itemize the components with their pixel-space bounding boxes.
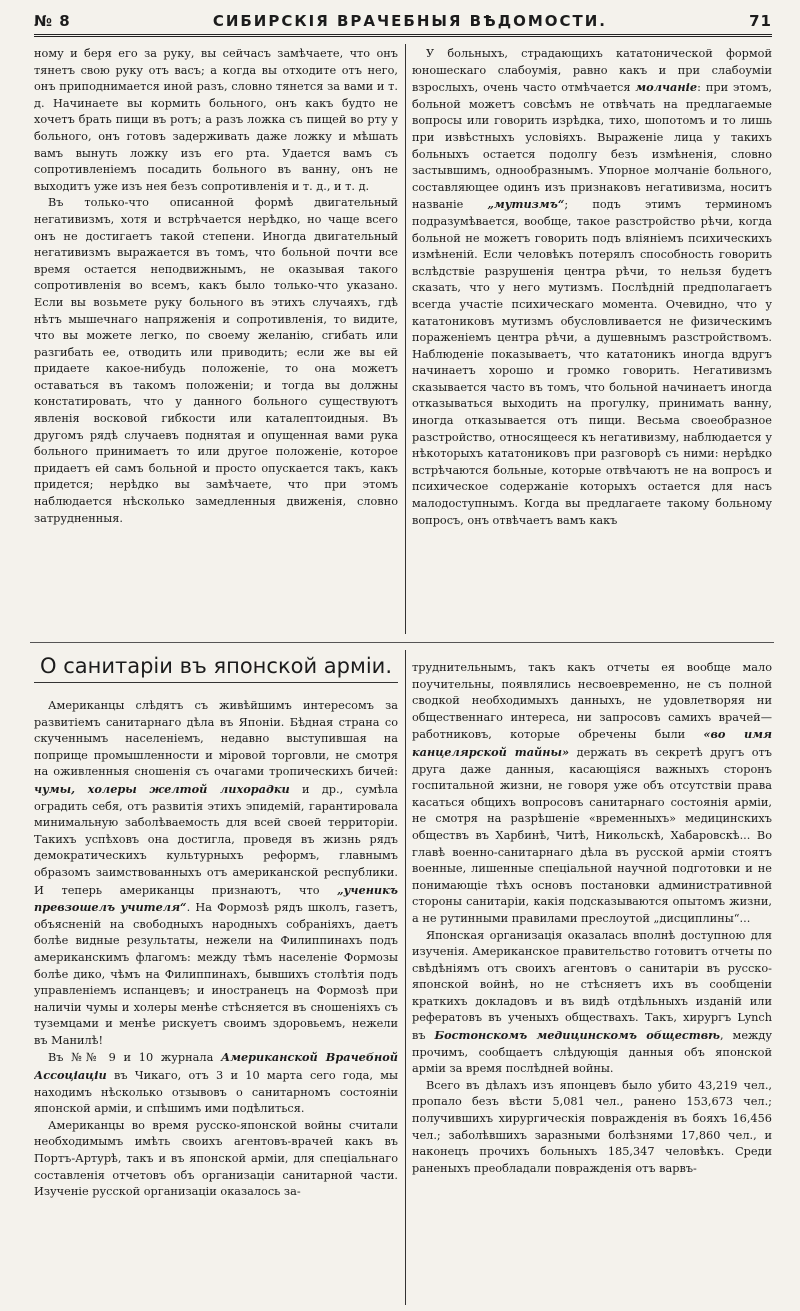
paragraph: Американцы во время русско-японской войны считали необходимымъ имѣть своихъ агентовъ-врачей какъ въ Портъ-Артурѣ, такъ и въ японской арміи, для спеціальнаго составленія отчетовъ объ организаціи санитарной части. Изученіе русской организаціи оказалось за- — [34, 1118, 398, 1199]
paragraph: Всего въ дѣлахъ изъ японцевъ было убито 43,219 чел., пропало безъ вѣсти 5,081 чел., ранено 153,673 чел.; получившихъ хирургическія повражденія въ бояхъ 16,456 чел.; заболѣвшихъ заразными болѣзнями 17,860 чел., и наконецъ прочихъ больныхъ 185,347 человѣкъ. Среди раненыхъ преобладали повражденія отъ варвъ- — [412, 1078, 772, 1175]
top-right-column — [412, 46, 772, 631]
paragraph: труднительнымъ, такъ какъ отчеты ея вообще мало поучительны, появлялись несвоевременно, не съ полной сводкой необходимыхъ данныхъ, не удовлетворяя ни общественнаго интереса, ни запросовъ самихъ врачей—работниковъ, которые обречены были «во имя канцелярской тайны» держать въ секретѣ другъ отъ друга даже данныя, касающіяся важныхъ сторонъ госпитальной жизни, не говоря уже объ отсутствіи права касаться общихъ вопросовъ санитарнаго состоянія арміи, не смотря на разрѣшеніе «временныхъ» медицинскихъ обществъ въ Харбинѣ, Читѣ, Никольскѣ, Хабаровскѣ... Во главѣ военно-санитарнаго дѣла въ русской арміи стоятъ военные, лишенные спеціальной научной подготовки и не понимающіе тѣхъ основъ постановки административной стороны санитаріи, какія подсказываются опытомъ жизни, а не рутинными правилами преслоутой „дисциплины“... — [412, 661, 772, 925]
term-mutism: „мутизмъ“ — [487, 197, 565, 212]
journal-title: СИБИРСКІЯ ВРАЧЕБНЫЯ ВѢДОМОСТИ. — [212, 12, 608, 30]
article-left-column — [34, 698, 398, 1303]
term-diseases: чумы, холеры желтой лихорадки — [34, 781, 290, 796]
term-society: Бостонскомъ медицинскомъ обществѣ — [434, 1028, 721, 1043]
paragraph: Въ только-что описанной формѣ двигательный негативизмъ, хотя и встрѣчается нерѣдко, но чаще всего онъ не достигаетъ такой степени. Иногда двигательный негативизмъ выражается въ томъ, что больной почти все время остается неподвижнымъ, не оказывая такого сопротивленія во всемъ, какъ было только-что указано. Если вы возьмете руку больного въ этихъ случаяхъ, гдѣ нѣтъ мышечнаго напряженія и сопротивленія, то видите, что вы можете легко, по своему желанію, сгибать или разгибать ее, отводить или приводить; если же вы ей придаете какое-нибудь положеніе, то она можетъ оставаться въ такомъ положеніи; и тогда вы должны констатировать, что у данного больного существуютъ явленія восковой гибкости или каталептоидныя. Въ другомъ рядѣ случаевъ поднятая и опущенная вами рука больного принимаетъ то или другое положеніе, которое придаетъ ей самъ больной и просто опускается такъ, какъ придется; нерѣдко вы замѣчаете, что при этомъ наблюдается нѣсколько замедленныя движенія, словно затрудненныя. — [34, 196, 398, 525]
term-secret: «во имя канцелярской тайны» — [412, 727, 772, 759]
column-divider — [405, 44, 406, 634]
article-right-column — [412, 660, 772, 1303]
paragraph: Американцы слѣдятъ съ живѣйшимъ интересомъ за развитіемъ санитарнаго дѣла въ Японіи. Бѣдная страна со скученнымъ населеніемъ, недавно выступившая на поприще промышленности и мiровой торговли, не смотря на оживленныя сношенія съ очагами тропическихъ бичей: чумы, холеры желтой лихорадки и др., сумѣла оградить себя, отъ развитія этихъ эпидемій, гарантировала минимальную заболѣваемость для всей своей территоріи. Такихъ успѣховъ она достигла, проведя въ жизнь рядъ демократическихъ культурныхъ реформъ, главнымъ образомъ заимствованныхъ отъ американской республики. И теперь американцы признаютъ, что „ученикъ превзошелъ учителя“. На Формозѣ рядъ школъ, газетъ, объясненій на свободныхъ народныхъ собраніяхъ, даетъ болѣе видные результаты, нежели на Филиппинахъ подъ американскимъ флагомъ: между тѣмъ населеніе Формозы болѣе дико, чѣмъ на Филиппинахъ, бывшихъ столѣтія подъ управленіемъ испанцевъ; и иностранецъ на Формозѣ при наличіи чумы и холеры менѣе стѣсняется въ сношеніяхъ съ туземцами и менѣе рискуетъ своимъ здоровьемъ, нежели въ Манилѣ! — [34, 699, 398, 1047]
term-journal: Американской Врачебной Ассоціаціи — [34, 1050, 398, 1083]
term-silence: молчаніе — [635, 80, 698, 95]
paragraph: У больныхъ, страдающихъ кататонической формой юношескаго слабоумія, равно какъ и при слабоуміи взрослыхъ, очень часто отмѣчается молчаніе: при этомъ, больной можетъ совсѣмъ не отвѣчать на предлагаемые вопросы или говорить изрѣдка, тихо, шопотомъ и то лишь при извѣстныхъ условіяхъ. Выраженіе лица у такихъ больныхъ остается подолгу безъ измѣненія, словно застывшимъ, однообразнымъ. Упорное молчаніе больного, составляющее одинъ изъ признаковъ негативизма, носитъ названіе „мутизмъ“; подъ этимъ терминомъ подразумѣвается, вообще, такое разстройство рѣчи, когда больной не можетъ говорить подъ вліяніемъ психическихъ измѣненій. Если человѣкъ потерялъ способность говорить вслѣдствіе разрушенія центра рѣчи, то нельзя будетъ сказать, что у него мутизмъ. Послѣдній предполагаетъ всегда участіе психическаго момента. Очевидно, что у кататониковъ мутизмъ обусловливается не физическимъ пораженіемъ центра рѣчи, а душевнымъ разстройствомъ. Наблюденіе показываетъ, что кататоникъ иногда вдругъ начинаетъ хорошо и громко говорить. Негативизмъ сказывается часто въ томъ, что больной начинаетъ иногда отказываться выходить на прогулку, принимать ванну, иногда отказывается отъ пищи. Весьма своеобразное разстройство, относящееся къ негативизму, наблюдается у нѣкоторыхъ кататониковъ при разговорѣ съ ними: нерѣдко встрѣчаются больные, которые отвѣчаютъ не на вопросъ и психическое содержаніе которыхъ остается для насъ малодоступнымъ. Когда вы предлагаете такому больному вопросъ, онъ отвѣчаетъ вамъ какъ — [412, 47, 772, 527]
section-divider — [30, 642, 774, 643]
page-header — [34, 8, 772, 37]
paragraph: Японская организація оказалась вполнѣ доступною для изученія. Американское правительство готовитъ отчеты по свѣдѣніямъ отъ своихъ агентовъ о санитаріи въ русско-японской войнѣ, но не стѣсняетъ ихъ въ сообщеніи краткихъ докладовъ и въ видѣ отдѣльныхъ изданій или рефератовъ въ ученыхъ обществахъ. Такъ, хирургъ Lynch въ Бостонскомъ медицинскомъ обществѣ, между прочимъ, сообщаетъ слѣдующія данныя объ японской арміи за время послѣдней войны. — [412, 928, 772, 1076]
article-title: О санитаріи въ японской арміи. — [34, 654, 398, 683]
column-divider — [405, 650, 406, 1305]
paragraph: ному и беря его за руку, вы сейчасъ замѣчаете, что онъ тянетъ свою руку отъ васъ; а когда вы отходите отъ него, онъ приподнимается иной разъ, словно тянется за вами и т. д. Начинаете вы кормить больного, онъ какъ будто не хочетъ брать пищи въ ротъ; а разъ ложка съ пищей во рту у больного, онъ готовъ задерживать даже ложку и мѣшать вамъ вынуть ложку изъ его рта. Удается вамъ съ сопротивленіемъ посадить больного въ ванну, онъ не выходитъ уже изъ нея безъ сопротивленія и т. д., и т. д. — [34, 47, 398, 193]
top-left-column — [34, 46, 398, 631]
page-number: 71 — [749, 12, 772, 30]
paragraph: Въ №№ 9 и 10 журнала Американской Врачебной Ассоціаціи въ Чикаго, отъ 3 и 10 марта сего года, мы находимъ нѣсколько отзывовъ о санитарномъ состояніи японской арміи, и спѣшимъ ими подѣлиться. — [34, 1050, 398, 1116]
issue-number: № 8 — [34, 12, 71, 30]
term-student: „ученикъ превзошелъ учителя“ — [34, 882, 398, 915]
